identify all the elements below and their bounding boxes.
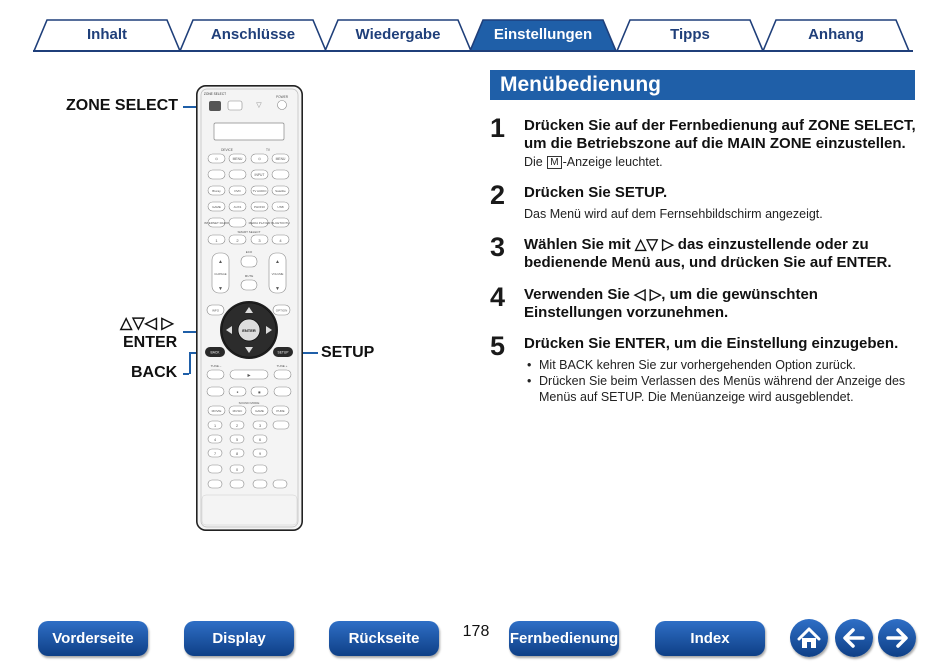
step-title: Wählen Sie mit △▽ ▷ das einzustellende oder zu bedienende Menü aus, und drücken Sie auf ENTER. [524, 236, 892, 271]
svg-text:BLUETOOTH: BLUETOOTH [271, 221, 290, 225]
svg-text:Bluray: Bluray [212, 189, 221, 193]
power-key [278, 101, 287, 110]
remote-control-illustration [196, 85, 303, 531]
svg-text:TV AUDIO: TV AUDIO [252, 189, 267, 193]
m-indicator-icon: M [547, 156, 561, 169]
callout-back: BACK [131, 364, 178, 381]
nav-fernbedienung-button[interactable]: Fernbedienung [509, 621, 619, 656]
tab-inhalt[interactable] [33, 18, 181, 51]
svg-text:MUTE: MUTE [244, 274, 254, 278]
svg-text:⏻: ⏻ [215, 157, 218, 161]
svg-text:MEDIA PLAYER: MEDIA PLAYER [248, 221, 271, 225]
svg-text:▲: ▲ [275, 259, 280, 265]
step-number: 2 [490, 180, 506, 210]
forward-button[interactable] [878, 619, 916, 657]
svg-text:GAME: GAME [212, 205, 221, 209]
step-number: 3 [490, 232, 506, 262]
svg-text:2: 2 [235, 424, 239, 428]
svg-text:4: 4 [213, 438, 217, 442]
arrow-right-icon [878, 619, 916, 657]
arrow-left-icon [835, 619, 873, 657]
callout-zone-select: ZONE SELECT [66, 97, 179, 114]
callout-arrows: △▽◁ ▷ [120, 315, 174, 332]
svg-text:⏸: ⏸ [236, 389, 239, 395]
nav-rueckseite-button[interactable]: Rückseite [329, 621, 439, 656]
step-number: 5 [490, 331, 506, 361]
svg-text:7: 7 [213, 452, 217, 456]
svg-text:CH/PAGE: CH/PAGE [214, 272, 227, 276]
svg-text:9: 9 [258, 452, 262, 456]
bullet-item: • Drücken Sie beim Verlassen des Menüs während der Anzeige des Menüs auf SETUP. Die Menüanzeige wird ausgeblendet. [524, 373, 916, 405]
svg-text:8: 8 [235, 452, 239, 456]
home-icon [790, 619, 828, 657]
svg-text:PURE: PURE [276, 409, 285, 413]
svg-text:SETUP: SETUP [277, 350, 289, 355]
svg-text:INPUT: INPUT [254, 173, 265, 177]
step-description [524, 154, 916, 170]
svg-text:6: 6 [258, 438, 262, 442]
svg-text:PHONO: PHONO [253, 205, 266, 209]
svg-text:GAME: GAME [255, 409, 264, 413]
svg-text:▼: ▼ [218, 286, 223, 292]
svg-text:MOVIE: MOVIE [211, 409, 222, 413]
svg-text:DVD: DVD [234, 189, 241, 193]
svg-text:4: 4 [279, 238, 282, 243]
svg-text:1: 1 [213, 424, 217, 428]
tab-bar [0, 0, 950, 56]
svg-text:Satellite: Satellite [275, 189, 286, 193]
svg-text:0: 0 [235, 468, 239, 472]
svg-text:OPTION: OPTION [275, 308, 288, 313]
tab-label: Wiedergabe [355, 26, 441, 43]
svg-text:3: 3 [258, 238, 261, 243]
tab-label: Anhang [808, 26, 864, 43]
step-title: Drücken Sie auf der Fernbedienung auf ZONE SELECT, um die Betriebszone auf die MAIN ZONE einzustellen. [524, 117, 916, 152]
svg-text:5: 5 [235, 438, 239, 442]
svg-text:USB: USB [277, 205, 284, 209]
svg-text:BACK: BACK [210, 350, 220, 355]
device-text: DEVICE [221, 148, 233, 152]
callout-setup: SETUP [321, 344, 375, 361]
tv-text: TV [265, 148, 271, 152]
svg-text:TUNE +: TUNE + [276, 364, 288, 368]
tab-label: Einstellungen [493, 26, 593, 43]
svg-text:⏻: ⏻ [258, 157, 261, 161]
zone-select-text: ZONE SELECT [203, 92, 227, 96]
step-number: 4 [490, 282, 506, 312]
step-title: Drücken Sie SETUP. [524, 184, 668, 201]
svg-text:1: 1 [215, 238, 218, 243]
callout-enter: ENTER [123, 334, 178, 351]
svg-text:3: 3 [258, 424, 262, 428]
tab-label: Anschlüsse [210, 26, 296, 43]
svg-text:INTERNET RADIO: INTERNET RADIO [203, 221, 230, 225]
svg-text:MUSIC: MUSIC [232, 409, 243, 413]
svg-text:VOLUME: VOLUME [271, 272, 284, 276]
page-number: 178 [462, 623, 490, 640]
svg-text:▶: ▶ [247, 372, 251, 378]
svg-text:TUNE –: TUNE – [210, 364, 222, 368]
tab-anschluesse[interactable] [179, 18, 327, 51]
tab-einstellungen[interactable] [469, 18, 617, 51]
svg-text:SOUND MODE: SOUND MODE [238, 401, 260, 405]
svg-text:2: 2 [236, 238, 239, 243]
tab-label: Tipps [670, 26, 710, 43]
nav-index-button[interactable]: Index [655, 621, 765, 656]
power-text: POWER [275, 95, 289, 99]
svg-text:SMART SELECT: SMART SELECT [237, 230, 261, 234]
nav-display-button[interactable]: Display [184, 621, 294, 656]
nav-vorderseite-button[interactable]: Vorderseite [38, 621, 148, 656]
svg-text:MENU: MENU [275, 157, 286, 161]
svg-text:AUX1: AUX1 [233, 205, 242, 209]
tab-underline [33, 50, 913, 52]
desc-text: -Anzeige leuchtet. [562, 155, 663, 169]
step-description: Das Menü wird auf dem Fernsehbildschirm angezeigt. [524, 207, 823, 221]
tab-wiedergabe[interactable] [324, 18, 472, 51]
svg-text:▼: ▼ [275, 286, 280, 292]
leader-line [189, 352, 191, 374]
step-title: Verwenden Sie ◁ ▷, um die gewünschten Einstellungen vorzunehmen. [524, 286, 818, 321]
tab-label: Inhalt [87, 26, 127, 43]
svg-text:ENTER: ENTER [242, 328, 256, 333]
svg-text:MENU: MENU [232, 157, 243, 161]
tab-tipps[interactable] [616, 18, 764, 51]
step-number: 1 [490, 113, 506, 143]
desc-text: Die [524, 155, 547, 169]
step-bullets [524, 357, 916, 405]
svg-text:▲: ▲ [218, 259, 223, 265]
step-title: Drücken Sie ENTER, um die Einstellung einzugeben. [524, 335, 899, 352]
back-button[interactable] [835, 619, 873, 657]
svg-text:INFO: INFO [211, 308, 220, 313]
home-button[interactable] [790, 619, 828, 657]
section-title: Menübedienung [490, 70, 915, 100]
tab-anhang[interactable] [762, 18, 910, 51]
svg-text:■: ■ [258, 389, 261, 395]
zone-select-key [209, 101, 221, 111]
svg-text:ECO: ECO [245, 250, 253, 254]
svg-text:▽: ▽ [256, 102, 262, 109]
bullet-item: • Mit BACK kehren Sie zur vorhergehenden Option zurück. [524, 357, 916, 373]
